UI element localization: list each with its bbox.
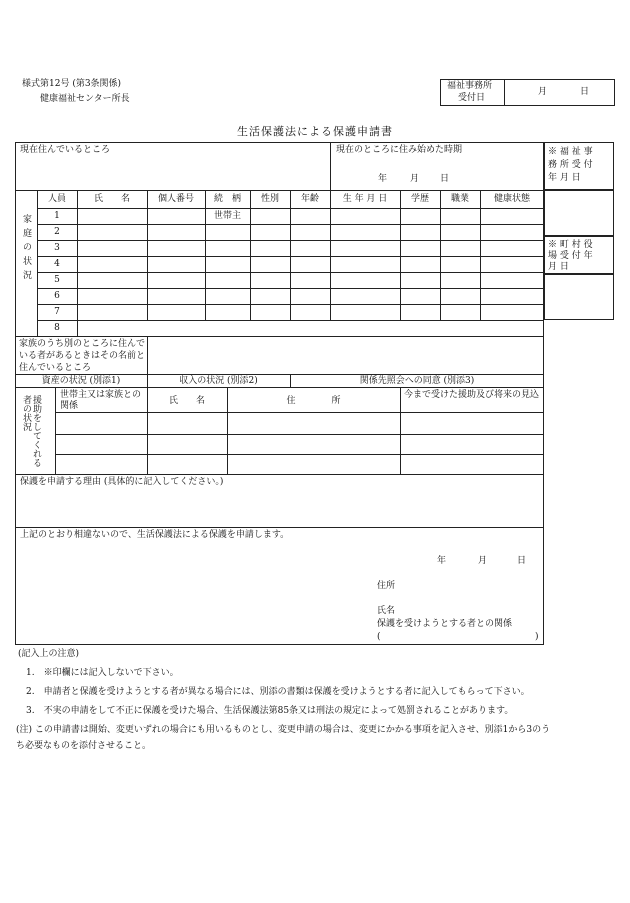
current-address-label: 現在住んでいるところ <box>20 145 111 155</box>
consent-status[interactable]: 関係先照会への同意 (別添3) <box>359 376 475 386</box>
town-office-stamp-field[interactable] <box>544 274 614 320</box>
head-of-household: 世帯主 <box>213 211 241 221</box>
remark-line2: ち必要なものを添付させること。 <box>16 741 152 751</box>
note-item: 3. 不実の申請をして不正に保護を受けた場合、生活保護法第85条又は刑法の規定によって処罰されることがあります。 <box>26 706 514 716</box>
separated-family-field[interactable] <box>150 338 542 372</box>
relation-paren-open: ( <box>377 632 381 642</box>
town-stamp-line2: 場 受 付 年 <box>548 251 593 261</box>
header-health: 健康状態 <box>493 194 530 204</box>
relation-paren-close: ) <box>535 632 539 642</box>
header-birthdate: 生 年 月 日 <box>342 194 388 204</box>
supporters-section-label: 援助をしてくれる者の状況 <box>21 395 41 467</box>
row-number: 3 <box>54 243 60 253</box>
applicant-relation-label: 保護を受けようとする者との関係 <box>377 619 513 629</box>
row-number: 4 <box>54 259 60 269</box>
supporter-relation-header: 世帯主又は家族との関係 <box>60 390 142 411</box>
notes-title: (記入上の注意) <box>18 649 80 659</box>
receipt-label: 福祉事務所 <box>447 81 493 91</box>
assets-status[interactable]: 資産の状況 (別添1) <box>41 376 121 386</box>
header-name: 氏 名 <box>93 194 130 204</box>
form-number: 様式第12号 (第3条関係) <box>22 79 122 89</box>
header-age: 年齢 <box>300 194 319 204</box>
welfare-stamp-line1: ※ 福 祉 事 <box>548 147 593 157</box>
header-education: 学歴 <box>410 194 429 204</box>
addressee: 健康福祉センター所長 <box>40 94 130 104</box>
supporter-name-header: 氏 名 <box>168 396 205 406</box>
town-stamp-line1: ※ 町 村 役 <box>548 240 593 250</box>
applicant-name-label: 氏名 <box>377 606 396 616</box>
row-number: 5 <box>54 275 60 285</box>
declaration-month[interactable]: 月 <box>478 556 488 566</box>
header-sex: 性別 <box>260 194 279 204</box>
header-members: 人員 <box>47 194 66 204</box>
welfare-stamp-line3: 年 月 日 <box>548 173 581 183</box>
receipt-month[interactable]: 月 <box>538 87 548 97</box>
remark-line1: (注) この申請書は開始、変更いずれの場合にも用いるものとし、変更申請の場合は、変更にかかる事項を記入させ、別添1から3のう <box>16 725 551 735</box>
declaration-year[interactable]: 年 <box>437 556 447 566</box>
supporter-address-header: 住 所 <box>286 396 341 406</box>
start-day[interactable]: 日 <box>440 174 450 184</box>
supporter-support-header: 今まで受けた援助及び将来の見込 <box>404 390 540 400</box>
note-item: 1. ※印欄には記入しないで下さい。 <box>26 668 179 678</box>
declaration-day[interactable]: 日 <box>517 556 527 566</box>
current-address-field[interactable] <box>20 158 326 188</box>
receipt-label-2: 受付日 <box>458 93 486 103</box>
income-status[interactable]: 収入の状況 (別添2) <box>179 376 258 386</box>
welfare-office-stamp-field[interactable] <box>544 190 614 236</box>
note-item: 2. 申請者と保護を受けようとする者が異なる場合には、別添の書類は保護を受けようとする者に記入してもらって下さい。 <box>26 687 530 697</box>
row-number: 2 <box>54 227 60 237</box>
receipt-day[interactable]: 日 <box>580 87 590 97</box>
header-occupation: 職業 <box>450 194 469 204</box>
reason-label: 保護を申請する理由 (具体的に記入してください。) <box>20 477 224 487</box>
declaration-statement: 上記のとおり相違ないので、生活保護法による保護を申請します。 <box>20 530 290 540</box>
separated-family-label: 家族のうち別のところに住んでいる者があるときはその名前と住んでいるところ <box>19 339 146 373</box>
row-number: 6 <box>54 291 60 301</box>
row-number: 1 <box>54 211 60 221</box>
applicant-address-label: 住所 <box>377 581 396 591</box>
start-year[interactable]: 年 <box>378 174 388 184</box>
family-section-label: 家庭の状況 <box>21 214 31 284</box>
start-date-label: 現在のところに住み始めた時期 <box>336 145 463 155</box>
row-number: 8 <box>54 323 60 333</box>
welfare-stamp-line2: 務 所 受 付 <box>548 160 593 170</box>
row-number: 7 <box>54 307 60 317</box>
header-relationship: 続 柄 <box>213 194 241 204</box>
reason-field[interactable] <box>20 491 540 524</box>
start-month[interactable]: 月 <box>410 174 420 184</box>
form-title: 生活保護法による保護申請書 <box>237 125 393 138</box>
header-personal-number: 個人番号 <box>157 194 194 204</box>
town-stamp-line3: 月 日 <box>548 262 569 272</box>
